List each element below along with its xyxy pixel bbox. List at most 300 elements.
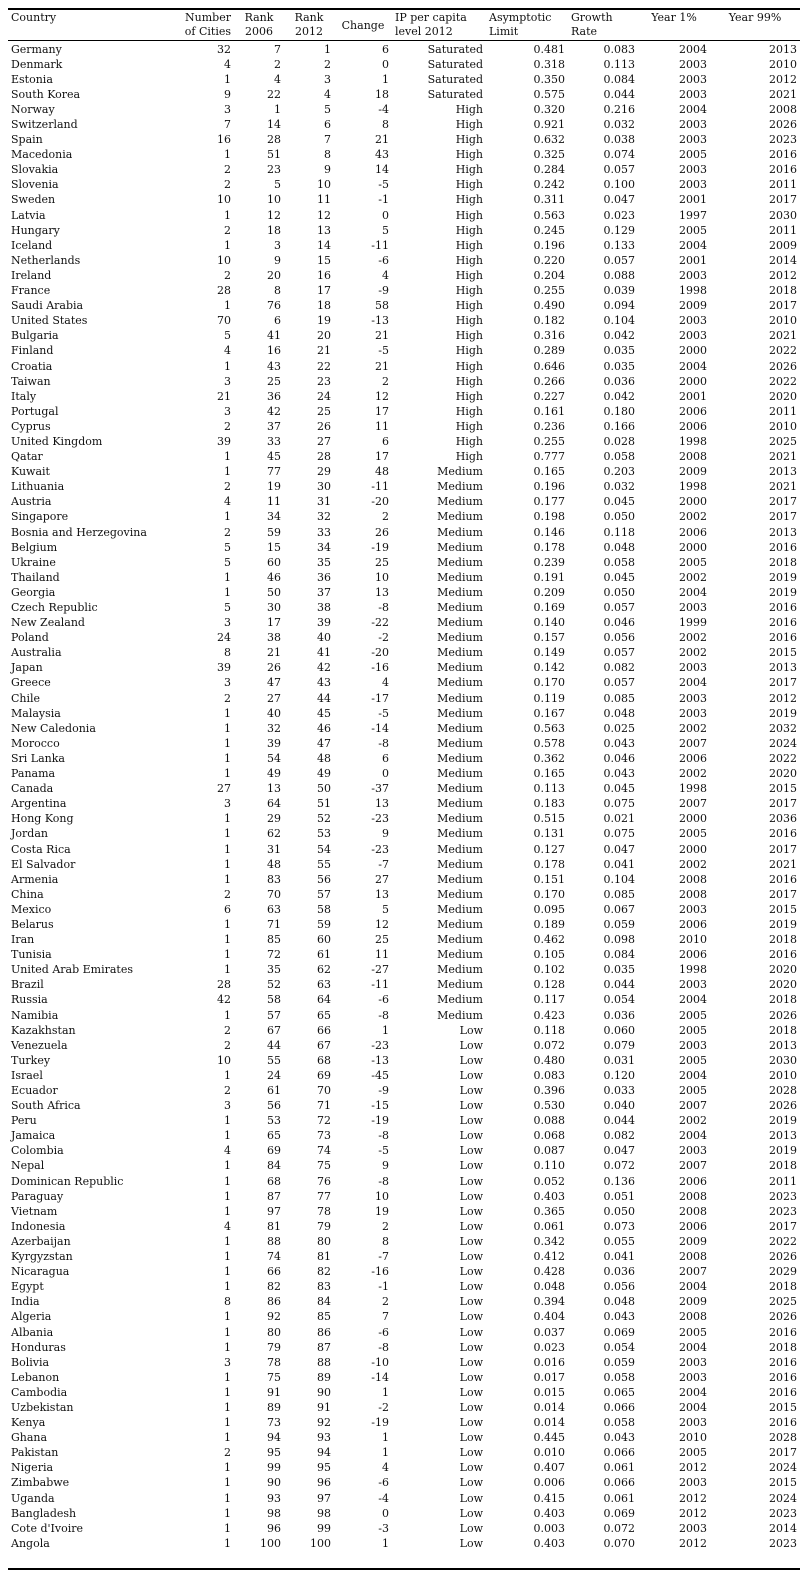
cell-number-of-cities: 1 <box>224 1129 231 1143</box>
cell-change: 4 <box>382 676 389 690</box>
cell-country: Lebanon <box>11 1370 60 1384</box>
cell-country: Costa Rica <box>11 842 71 856</box>
cell-growth-rate: 0.203 <box>603 465 635 479</box>
cell-year-1pct: 2006 <box>679 419 707 433</box>
cell-rank-2006: 56 <box>267 1099 281 1113</box>
cell-growth-rate: 0.057 <box>603 646 635 660</box>
cell-number-of-cities: 1 <box>224 1340 231 1354</box>
cell-country: Argentina <box>11 797 67 811</box>
cell-year-99pct: 2023 <box>769 133 797 147</box>
cell-country: Japan <box>11 661 43 675</box>
cell-rank-2012: 56 <box>317 872 331 886</box>
table-row <box>8 1295 800 1310</box>
cell-change: -1 <box>378 1280 389 1294</box>
cell-country: Bulgaria <box>11 329 59 343</box>
cell-rank-2006: 66 <box>267 1265 281 1279</box>
cell-ip-level: Low <box>459 1114 483 1128</box>
cell-rank-2006: 64 <box>267 797 281 811</box>
cell-country: Kyrgyzstan <box>11 1250 73 1264</box>
cell-asymptotic-limit: 0.048 <box>533 1280 565 1294</box>
cell-growth-rate: 0.043 <box>603 1310 635 1324</box>
cell-year-1pct: 2008 <box>679 1310 707 1324</box>
table-row <box>8 721 800 736</box>
cell-change: 43 <box>375 148 389 162</box>
cell-rank-2012: 54 <box>317 842 331 856</box>
cell-year-1pct: 2003 <box>679 1416 707 1430</box>
cell-asymptotic-limit: 0.105 <box>533 948 565 962</box>
cell-growth-rate: 0.039 <box>603 284 635 298</box>
cell-year-1pct: 2004 <box>679 42 707 56</box>
cell-ip-level: High <box>455 314 483 328</box>
cell-ip-level: Medium <box>437 1008 483 1022</box>
cell-change: -6 <box>378 253 389 267</box>
cell-growth-rate: 0.074 <box>603 148 635 162</box>
cell-rank-2012: 34 <box>317 540 331 554</box>
cell-country: United Arab Emirates <box>11 963 134 977</box>
header-asymptotic-limit: Asymptotic Limit <box>489 11 552 38</box>
cell-ip-level: High <box>455 284 483 298</box>
cell-ip-level: Medium <box>437 797 483 811</box>
cell-change: 6 <box>382 42 389 56</box>
cell-rank-2006: 27 <box>267 691 281 705</box>
cell-country: Kenya <box>11 1416 46 1430</box>
cell-rank-2012: 15 <box>317 253 331 267</box>
cell-asymptotic-limit: 0.183 <box>533 797 565 811</box>
cell-change: -17 <box>371 691 389 705</box>
cell-rank-2012: 20 <box>317 329 331 343</box>
cell-asymptotic-limit: 0.110 <box>533 1159 565 1173</box>
cell-rank-2006: 77 <box>267 465 281 479</box>
table-header <box>8 10 800 41</box>
table-row <box>8 1008 800 1023</box>
cell-rank-2012: 9 <box>324 163 331 177</box>
cell-country: Russia <box>11 993 48 1007</box>
cell-ip-level: High <box>455 299 483 313</box>
cell-asymptotic-limit: 0.462 <box>533 933 565 947</box>
cell-asymptotic-limit: 0.198 <box>533 510 565 524</box>
cell-ip-level: Low <box>459 1310 483 1324</box>
cell-asymptotic-limit: 0.239 <box>533 555 565 569</box>
cell-country: Greece <box>11 676 51 690</box>
cell-ip-level: Medium <box>437 465 483 479</box>
cell-rank-2012: 14 <box>317 238 331 252</box>
table-row <box>8 223 800 238</box>
cell-country: Jordan <box>11 827 48 841</box>
cell-year-1pct: 2005 <box>679 1053 707 1067</box>
cell-ip-level: Low <box>459 1219 483 1233</box>
cell-number-of-cities: 1 <box>224 148 231 162</box>
cell-ip-level: Low <box>459 1355 483 1369</box>
cell-country: Belarus <box>11 917 54 931</box>
cell-asymptotic-limit: 0.396 <box>533 1084 565 1098</box>
cell-country: Norway <box>11 102 55 116</box>
cell-country: Morocco <box>11 736 60 750</box>
cell-year-99pct: 2016 <box>769 601 797 615</box>
cell-growth-rate: 0.118 <box>603 525 635 539</box>
cell-ip-level: Low <box>459 1144 483 1158</box>
cell-year-1pct: 2006 <box>679 1219 707 1233</box>
cell-year-1pct: 2008 <box>679 887 707 901</box>
cell-rank-2012: 98 <box>317 1506 331 1520</box>
cell-number-of-cities: 1 <box>224 1068 231 1082</box>
cell-country: Ghana <box>11 1431 48 1445</box>
cell-rank-2012: 42 <box>317 661 331 675</box>
cell-year-1pct: 2008 <box>679 1204 707 1218</box>
table-row <box>8 253 800 268</box>
cell-year-1pct: 2008 <box>679 450 707 464</box>
cell-year-99pct: 2014 <box>769 1521 797 1535</box>
table-row <box>8 872 800 887</box>
cell-country: El Salvador <box>11 857 76 871</box>
cell-growth-rate: 0.031 <box>603 1053 635 1067</box>
cell-change: -20 <box>371 646 389 660</box>
cell-country: Cote d'Ivoire <box>11 1521 83 1535</box>
cell-number-of-cities: 1 <box>224 1280 231 1294</box>
cell-rank-2006: 43 <box>267 359 281 373</box>
cell-growth-rate: 0.036 <box>603 1008 635 1022</box>
cell-change: -22 <box>371 616 389 630</box>
table-row <box>8 751 800 766</box>
cell-change: -3 <box>378 1521 389 1535</box>
cell-year-99pct: 2021 <box>769 87 797 101</box>
cell-year-99pct: 2016 <box>769 163 797 177</box>
cell-country: Portugal <box>11 404 59 418</box>
cell-country: Kuwait <box>11 465 50 479</box>
cell-growth-rate: 0.066 <box>603 1476 635 1490</box>
cell-number-of-cities: 3 <box>224 1355 231 1369</box>
cell-ip-level: Low <box>459 1491 483 1505</box>
cell-growth-rate: 0.082 <box>603 1129 635 1143</box>
cell-year-99pct: 2019 <box>769 706 797 720</box>
cell-rank-2012: 67 <box>317 1038 331 1052</box>
cell-rank-2006: 6 <box>274 314 281 328</box>
cell-number-of-cities: 5 <box>224 601 231 615</box>
cell-number-of-cities: 2 <box>224 887 231 901</box>
cell-rank-2006: 59 <box>267 525 281 539</box>
cell-country: Bangladesh <box>11 1506 77 1520</box>
cell-country: Czech Republic <box>11 601 98 615</box>
cell-rank-2006: 67 <box>267 1023 281 1037</box>
cell-growth-rate: 0.050 <box>603 1204 635 1218</box>
cell-rank-2012: 85 <box>317 1310 331 1324</box>
cell-asymptotic-limit: 0.578 <box>533 736 565 750</box>
cell-ip-level: Low <box>459 1099 483 1113</box>
cell-asymptotic-limit: 0.170 <box>533 676 565 690</box>
cell-growth-rate: 0.051 <box>603 1189 635 1203</box>
cell-number-of-cities: 1 <box>224 359 231 373</box>
cell-change: 6 <box>382 751 389 765</box>
table-row <box>8 1219 800 1234</box>
cell-growth-rate: 0.056 <box>603 631 635 645</box>
cell-year-1pct: 2009 <box>679 1234 707 1248</box>
cell-country: Austria <box>11 495 52 509</box>
cell-rank-2006: 63 <box>267 902 281 916</box>
cell-ip-level: Saturated <box>427 72 483 86</box>
cell-growth-rate: 0.041 <box>603 857 635 871</box>
cell-rank-2006: 44 <box>267 1038 281 1052</box>
cell-year-1pct: 2003 <box>679 1521 707 1535</box>
cell-rank-2006: 12 <box>267 208 281 222</box>
header-year-99pct: Year 99% <box>728 11 782 24</box>
cell-rank-2006: 52 <box>267 978 281 992</box>
table-row <box>8 540 800 555</box>
cell-number-of-cities: 1 <box>224 585 231 599</box>
cell-country: Pakistan <box>11 1446 59 1460</box>
cell-country: China <box>11 887 44 901</box>
cell-ip-level: Medium <box>437 736 483 750</box>
cell-number-of-cities: 1 <box>224 208 231 222</box>
cell-ip-level: Low <box>459 1325 483 1339</box>
cell-number-of-cities: 3 <box>224 374 231 388</box>
cell-number-of-cities: 1 <box>224 842 231 856</box>
cell-change: 6 <box>382 434 389 448</box>
cell-rank-2012: 16 <box>317 268 331 282</box>
cell-ip-level: High <box>455 253 483 267</box>
country-ip-table <box>8 10 800 1551</box>
cell-asymptotic-limit: 0.921 <box>533 118 565 132</box>
cell-rank-2012: 33 <box>317 525 331 539</box>
cell-year-99pct: 2017 <box>769 193 797 207</box>
cell-year-99pct: 2026 <box>769 359 797 373</box>
cell-year-1pct: 2003 <box>679 72 707 86</box>
cell-asymptotic-limit: 0.131 <box>533 827 565 841</box>
cell-number-of-cities: 6 <box>224 902 231 916</box>
cell-number-of-cities: 1 <box>224 948 231 962</box>
cell-year-99pct: 2023 <box>769 1536 797 1550</box>
cell-year-1pct: 1999 <box>679 616 707 630</box>
cell-year-1pct: 2004 <box>679 359 707 373</box>
table-row <box>8 827 800 842</box>
cell-year-99pct: 2019 <box>769 1144 797 1158</box>
table-row <box>8 314 800 329</box>
cell-rank-2012: 52 <box>317 812 331 826</box>
cell-country: Italy <box>11 389 37 403</box>
cell-year-1pct: 2007 <box>679 797 707 811</box>
cell-country: Colombia <box>11 1144 64 1158</box>
cell-rank-2012: 61 <box>317 948 331 962</box>
cell-ip-level: Medium <box>437 827 483 841</box>
cell-year-99pct: 2015 <box>769 1476 797 1490</box>
cell-asymptotic-limit: 0.169 <box>533 601 565 615</box>
cell-rank-2006: 37 <box>267 419 281 433</box>
cell-rank-2006: 96 <box>267 1521 281 1535</box>
cell-number-of-cities: 1 <box>224 706 231 720</box>
cell-ip-level: Low <box>459 1370 483 1384</box>
cell-rank-2006: 34 <box>267 510 281 524</box>
cell-growth-rate: 0.072 <box>603 1521 635 1535</box>
cell-rank-2012: 100 <box>310 1536 331 1550</box>
table-row <box>8 1340 800 1355</box>
cell-change: 2 <box>382 374 389 388</box>
cell-rank-2006: 90 <box>267 1476 281 1490</box>
cell-change: -45 <box>371 1068 389 1082</box>
cell-country: Cyprus <box>11 419 51 433</box>
cell-year-1pct: 2004 <box>679 1068 707 1082</box>
table-row <box>8 1038 800 1053</box>
cell-country: Algeria <box>11 1310 52 1324</box>
cell-growth-rate: 0.180 <box>603 404 635 418</box>
cell-country: Kazakhstan <box>11 1023 76 1037</box>
cell-year-1pct: 2000 <box>679 842 707 856</box>
cell-rank-2006: 14 <box>267 118 281 132</box>
cell-ip-level: Low <box>459 1280 483 1294</box>
cell-rank-2012: 30 <box>317 480 331 494</box>
cell-year-99pct: 2016 <box>769 616 797 630</box>
cell-country: New Caledonia <box>11 721 96 735</box>
cell-number-of-cities: 9 <box>224 87 231 101</box>
cell-change: 0 <box>382 767 389 781</box>
table-row <box>8 555 800 570</box>
cell-year-99pct: 2019 <box>769 917 797 931</box>
table-row <box>8 1446 800 1461</box>
cell-ip-level: Medium <box>437 948 483 962</box>
cell-asymptotic-limit: 0.149 <box>533 646 565 660</box>
cell-country: Belgium <box>11 540 58 554</box>
cell-ip-level: Medium <box>437 933 483 947</box>
cell-growth-rate: 0.036 <box>603 1265 635 1279</box>
cell-year-99pct: 2021 <box>769 480 797 494</box>
table-row <box>8 163 800 178</box>
cell-country: Israel <box>11 1068 43 1082</box>
header-number-of-cities: Number of Cities <box>184 11 231 38</box>
cell-year-1pct: 2000 <box>679 495 707 509</box>
cell-number-of-cities: 1 <box>224 1310 231 1324</box>
table-row <box>8 616 800 631</box>
cell-number-of-cities: 2 <box>224 480 231 494</box>
table-row <box>8 1416 800 1431</box>
cell-change: 14 <box>375 163 389 177</box>
cell-change: -14 <box>371 1370 389 1384</box>
cell-rank-2012: 86 <box>317 1325 331 1339</box>
cell-year-1pct: 2004 <box>679 1400 707 1414</box>
cell-rank-2012: 78 <box>317 1204 331 1218</box>
cell-rank-2006: 35 <box>267 963 281 977</box>
cell-ip-level: High <box>455 163 483 177</box>
cell-number-of-cities: 39 <box>217 434 231 448</box>
cell-growth-rate: 0.079 <box>603 1038 635 1052</box>
table-row <box>8 419 800 434</box>
cell-rank-2012: 83 <box>317 1280 331 1294</box>
cell-rank-2006: 21 <box>267 646 281 660</box>
cell-year-1pct: 2000 <box>679 540 707 554</box>
cell-rank-2006: 18 <box>267 223 281 237</box>
cell-country: Slovenia <box>11 178 59 192</box>
cell-change: 25 <box>375 555 389 569</box>
cell-growth-rate: 0.048 <box>603 1295 635 1309</box>
cell-country: Taiwan <box>11 374 51 388</box>
cell-rank-2012: 81 <box>317 1250 331 1264</box>
table-row <box>8 299 800 314</box>
cell-asymptotic-limit: 0.428 <box>533 1265 565 1279</box>
cell-ip-level: Low <box>459 1189 483 1203</box>
cell-country: Egypt <box>11 1280 44 1294</box>
cell-country: Slovakia <box>11 163 59 177</box>
cell-country: Panama <box>11 767 56 781</box>
table-row <box>8 510 800 525</box>
cell-rank-2012: 18 <box>317 299 331 313</box>
table-row <box>8 1431 800 1446</box>
cell-country: Denmark <box>11 57 63 71</box>
cell-ip-level: Medium <box>437 706 483 720</box>
cell-asymptotic-limit: 0.161 <box>533 404 565 418</box>
cell-ip-level: Low <box>459 1476 483 1490</box>
cell-growth-rate: 0.113 <box>603 57 635 71</box>
cell-growth-rate: 0.032 <box>603 118 635 132</box>
cell-year-1pct: 2001 <box>679 193 707 207</box>
cell-rank-2012: 3 <box>324 72 331 86</box>
cell-ip-level: Low <box>459 1506 483 1520</box>
cell-ip-level: Low <box>459 1385 483 1399</box>
cell-number-of-cities: 2 <box>224 1038 231 1052</box>
cell-rank-2012: 49 <box>317 767 331 781</box>
cell-growth-rate: 0.038 <box>603 133 635 147</box>
table-row <box>8 857 800 872</box>
cell-year-1pct: 2007 <box>679 1099 707 1113</box>
cell-growth-rate: 0.044 <box>603 1114 635 1128</box>
cell-asymptotic-limit: 0.403 <box>533 1189 565 1203</box>
cell-rank-2012: 71 <box>317 1099 331 1113</box>
cell-growth-rate: 0.075 <box>603 827 635 841</box>
cell-rank-2012: 70 <box>317 1084 331 1098</box>
cell-year-1pct: 2010 <box>679 933 707 947</box>
cell-number-of-cities: 1 <box>224 1536 231 1550</box>
cell-year-1pct: 2006 <box>679 1174 707 1188</box>
cell-year-1pct: 2003 <box>679 1476 707 1490</box>
cell-growth-rate: 0.035 <box>603 344 635 358</box>
header-country: Country <box>11 11 57 24</box>
cell-growth-rate: 0.058 <box>603 555 635 569</box>
cell-rank-2006: 75 <box>267 1370 281 1384</box>
cell-rank-2006: 54 <box>267 751 281 765</box>
cell-year-99pct: 2020 <box>769 767 797 781</box>
cell-year-1pct: 2003 <box>679 661 707 675</box>
cell-asymptotic-limit: 0.177 <box>533 495 565 509</box>
cell-asymptotic-limit: 0.350 <box>533 72 565 86</box>
cell-rank-2006: 74 <box>267 1250 281 1264</box>
cell-growth-rate: 0.104 <box>603 872 635 886</box>
cell-country: Georgia <box>11 585 56 599</box>
cell-year-99pct: 2015 <box>769 646 797 660</box>
cell-rank-2006: 17 <box>267 616 281 630</box>
cell-growth-rate: 0.085 <box>603 887 635 901</box>
cell-ip-level: Saturated <box>427 57 483 71</box>
cell-asymptotic-limit: 0.646 <box>533 359 565 373</box>
cell-year-1pct: 2003 <box>679 314 707 328</box>
cell-ip-level: Low <box>459 1265 483 1279</box>
cell-country: Thailand <box>11 570 60 584</box>
cell-rank-2012: 23 <box>317 374 331 388</box>
table-row <box>8 359 800 374</box>
cell-growth-rate: 0.058 <box>603 450 635 464</box>
cell-number-of-cities: 1 <box>224 812 231 826</box>
table-row <box>8 736 800 751</box>
cell-rank-2006: 38 <box>267 631 281 645</box>
table-row <box>8 767 800 782</box>
cell-change: 10 <box>375 1189 389 1203</box>
cell-ip-level: Medium <box>437 872 483 886</box>
table-row <box>8 465 800 480</box>
cell-number-of-cities: 1 <box>224 1008 231 1022</box>
cell-country: Peru <box>11 1114 37 1128</box>
cell-year-99pct: 2023 <box>769 1506 797 1520</box>
table-row <box>8 691 800 706</box>
cell-asymptotic-limit: 0.320 <box>533 102 565 116</box>
cell-number-of-cities: 1 <box>224 570 231 584</box>
cell-rank-2012: 79 <box>317 1219 331 1233</box>
cell-ip-level: High <box>455 178 483 192</box>
cell-rank-2012: 65 <box>317 1008 331 1022</box>
cell-rank-2012: 19 <box>317 314 331 328</box>
